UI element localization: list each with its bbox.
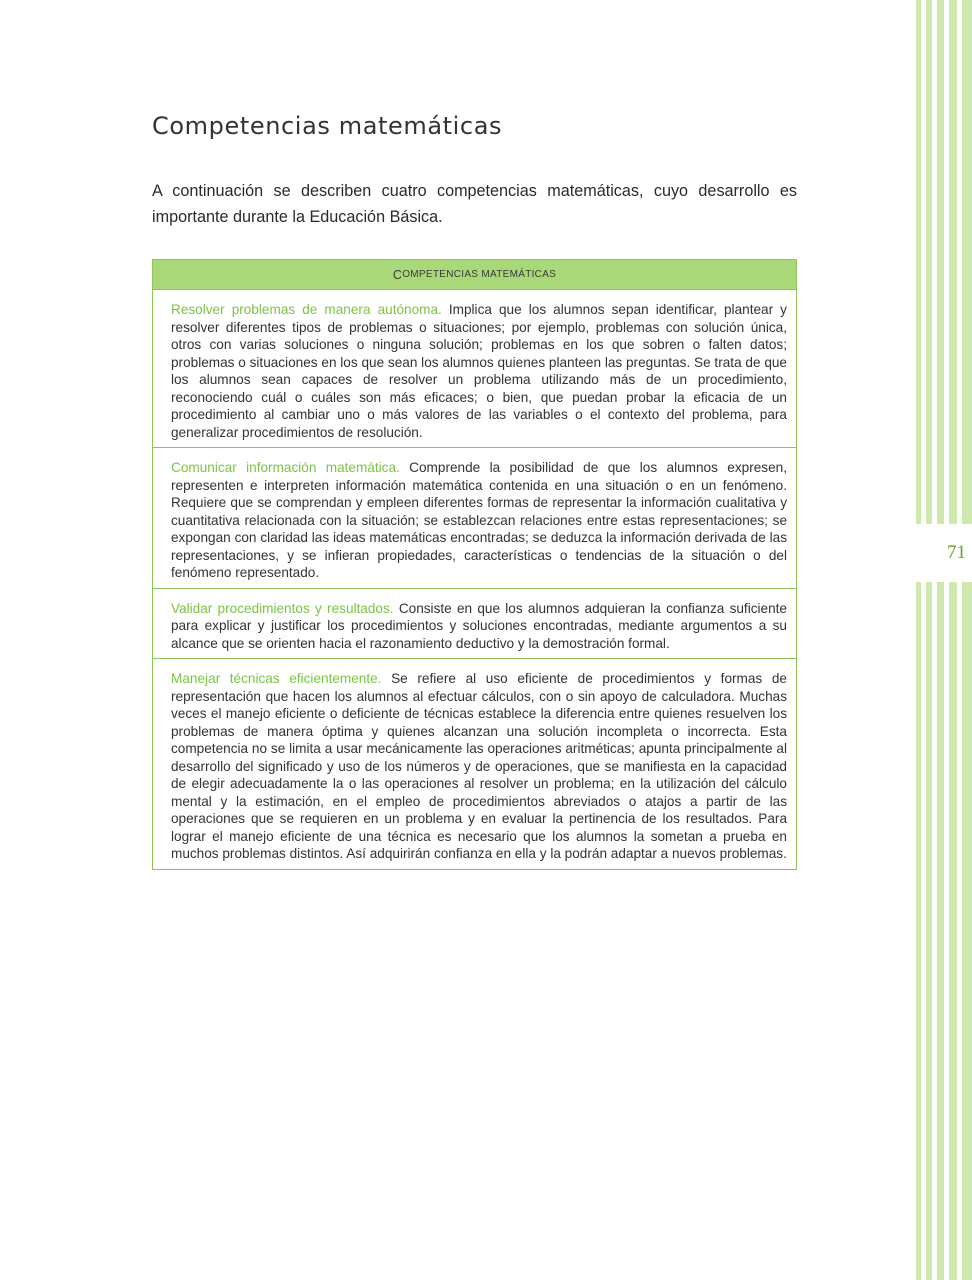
competency-description: Implica que los alumnos sepan identificar, plantear y resolver diferentes tipos de problemas o situaciones; por ejemplo, problemas con solución única, otros con varias soluciones o ninguna solución; problemas en los que sobren o falten datos; problemas o situaciones en los que sean los alumnos quienes planteen las preguntas. Se trata de que los alumnos sean capaces de resolver un problema utilizando más de un procedimiento, reconociendo cuál o cuáles son más eficaces; o bien, que puedan probar la eficacia de un procedimiento al cambiar uno o más valores de las variables o el contexto del problema, para generalizar procedimientos de resolución. — [171, 302, 787, 440]
table-header — [153, 260, 796, 290]
table-header-rest: OMPETENCIAS MATEMÁTICAS — [402, 269, 557, 280]
competency-name: Validar procedimientos y resultados. — [171, 600, 394, 616]
intro-paragraph: A continuación se describen cuatro competencias matemáticas, cuyo desarrollo es importante durante la Educación Básica. — [152, 182, 797, 226]
competency-row-resolver — [153, 290, 796, 448]
competency-description: Comprende la posibilidad de que los alumnos expresen, representen e interpreten información matemática contenida en una situación o en un fenómeno. Requiere que se comprendan y empleen diferentes formas de representar la información cualitativa y cuantitativa relacionada con la situación; se establezcan relaciones entre estas representaciones; se expongan con claridad las ideas matemáticas encontradas; se deduzca la información derivada de las representaciones, y se infieran propiedades, características o tendencias de la situación o del fenómeno representado. — [171, 460, 787, 580]
competency-name: Comunicar información matemática. — [171, 460, 400, 475]
stripe-band-top — [914, 0, 972, 524]
page-number-area — [914, 524, 972, 582]
competency-description: Consiste en que los alumnos adquieran la confianza suficiente para explicar y justificar los procedimientos y soluciones encontradas, mediante argumentos a su alcance que se orienten hacia el razonamiento deductivo y la demostración formal. — [171, 600, 787, 651]
competency-description: Se refiere al uso eficiente de procedimientos y formas de representación que hacen los alumnos al efectuar cálculos, con o sin apoyo de calculadora. Muchas veces el manejo eficiente o deficiente de técnicas establece la diferencia entre quienes resuelven los problemas de manera óptima y quienes alcanzan una solución incompleta o incorrecta. Esta competencia no se limita a usar mecánicamente las operaciones aritméticas; apunta principalmente al desarrollo del significado y uso de los números y de operaciones, que se manifiesta en la capacidad de elegir adecuadamente la o las operaciones al resolver un problema; en la utilización del cálculo mental y la estimación, en el empleo de procedimientos abreviados o atajos a partir de las operaciones que se requieren en un problema y en evaluar la pertinencia de los resultados. Para lograr el manejo eficiente de una técnica es necesario que los alumnos la sometan a prueba en muchos problemas distintos. Así adquirirán confianza en ella y la podrán adaptar a nuevos problemas. — [171, 671, 787, 861]
competencies-table — [152, 259, 797, 870]
competency-row-manejar — [153, 659, 796, 869]
stripe-band-bottom — [914, 582, 972, 1280]
competency-row-validar — [153, 589, 796, 660]
table-header-initial: C — [392, 267, 403, 282]
page-title: Competencias matemáticas — [152, 112, 503, 140]
decorative-side-stripes — [914, 0, 972, 1280]
competency-name: Manejar técnicas eficientemente. — [171, 671, 382, 686]
page-number: 71 — [947, 542, 966, 564]
competency-name: Resolver problemas de manera autónoma. — [171, 302, 442, 317]
competency-row-comunicar — [153, 448, 796, 589]
